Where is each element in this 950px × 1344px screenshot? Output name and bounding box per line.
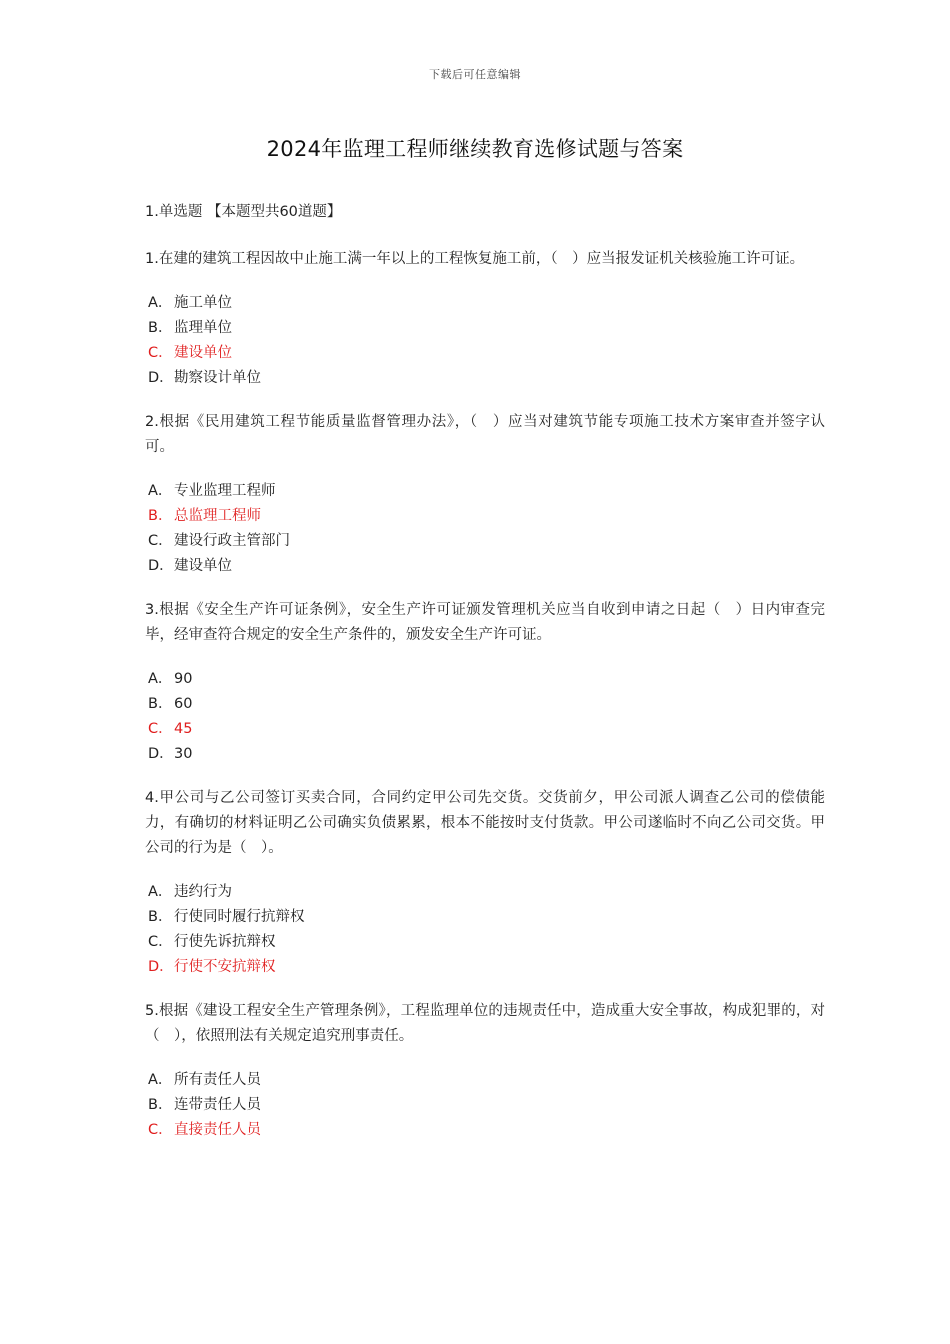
option-c-correct-answer xyxy=(145,341,825,366)
option-text: 勘察设计单位 xyxy=(174,370,261,386)
option-text: 直接责任人员 xyxy=(174,1122,261,1138)
option-a xyxy=(145,479,825,504)
option-letter: B． xyxy=(148,320,173,336)
question-stem: 4.甲公司与乙公司签订买卖合同，合同约定甲公司先交货。交货前夕，甲公司派人调查乙公司的偿债能力，有确切的材料证明乙公司确实负债累累，根本不能按时支付货款。甲公司遂临时不向乙公司交货。甲公司的行为是（ ）。 xyxy=(145,790,825,856)
question-stem: 2.根据《民用建筑工程节能质量监督管理办法》，（ ）应当对建筑节能专项施工技术方案审查并签字认可。 xyxy=(145,414,825,455)
option-b xyxy=(145,692,825,717)
section-heading: 1.单选题 【本题型共60道题】 xyxy=(145,204,342,220)
option-list xyxy=(145,667,825,767)
option-text: 60 xyxy=(174,696,193,712)
option-letter: D． xyxy=(148,959,174,975)
question-stem: 3.根据《安全生产许可证条例》，安全生产许可证颁发管理机关应当自收到申请之日起（ ）日内审查完毕，经审查符合规定的安全生产条件的，颁发安全生产许可证。 xyxy=(145,602,825,643)
option-text: 总监理工程师 xyxy=(174,508,261,524)
question-1 xyxy=(145,247,825,391)
option-b xyxy=(145,905,825,930)
option-letter: C． xyxy=(148,934,173,950)
option-letter: A． xyxy=(148,1072,173,1088)
question-stem: 5.根据《建设工程安全生产管理条例》，工程监理单位的违规责任中，造成重大安全事故，构成犯罪的，对（ ），依照刑法有关规定追究刑事责任。 xyxy=(145,1003,825,1044)
option-letter: C． xyxy=(148,721,173,737)
question-stem: 1.在建的建筑工程因故中止施工满一年以上的工程恢复施工前，（ ）应当报发证机关核验施工许可证。 xyxy=(145,251,805,267)
option-letter: C． xyxy=(148,1122,173,1138)
option-a xyxy=(145,880,825,905)
option-text: 违约行为 xyxy=(174,884,232,900)
option-text: 行使先诉抗辩权 xyxy=(174,934,276,950)
option-letter: A． xyxy=(148,483,173,499)
option-a xyxy=(145,291,825,316)
option-letter: B． xyxy=(148,1097,173,1113)
option-text: 建设单位 xyxy=(174,345,232,361)
option-text: 监理单位 xyxy=(174,320,232,336)
option-text: 行使同时履行抗辩权 xyxy=(174,909,305,925)
option-list xyxy=(145,479,825,579)
option-text: 施工单位 xyxy=(174,295,232,311)
document-title: 2024年监理工程师继续教育选修试题与答案 xyxy=(266,137,684,161)
option-letter: A． xyxy=(148,295,173,311)
question-4 xyxy=(145,786,825,980)
option-text: 行使不安抗辩权 xyxy=(174,959,276,975)
option-list xyxy=(145,880,825,980)
option-c-correct-answer xyxy=(145,1118,825,1143)
option-letter: B． xyxy=(148,909,173,925)
option-letter: B． xyxy=(148,696,173,712)
option-letter: D． xyxy=(148,746,174,762)
option-letter: A． xyxy=(148,671,173,687)
header-note: 下载后可任意编辑 xyxy=(429,68,521,81)
option-b xyxy=(145,316,825,341)
option-list xyxy=(145,291,825,391)
option-a xyxy=(145,667,825,692)
option-letter: C． xyxy=(148,533,173,549)
question-list xyxy=(145,247,825,1162)
option-text: 所有责任人员 xyxy=(174,1072,261,1088)
option-text: 45 xyxy=(174,721,193,737)
option-d xyxy=(145,554,825,579)
question-2 xyxy=(145,410,825,579)
option-text: 连带责任人员 xyxy=(174,1097,261,1113)
option-text: 90 xyxy=(174,671,193,687)
option-c xyxy=(145,930,825,955)
option-b xyxy=(145,1093,825,1118)
option-d xyxy=(145,366,825,391)
option-list xyxy=(145,1068,825,1143)
question-3 xyxy=(145,598,825,767)
option-letter: D． xyxy=(148,558,174,574)
option-text: 建设单位 xyxy=(174,558,232,574)
option-letter: C． xyxy=(148,345,173,361)
option-text: 建设行政主管部门 xyxy=(174,533,290,549)
option-c xyxy=(145,529,825,554)
option-letter: A． xyxy=(148,884,173,900)
option-letter: B． xyxy=(148,508,173,524)
option-d xyxy=(145,742,825,767)
option-text: 30 xyxy=(174,746,193,762)
option-c-correct-answer xyxy=(145,717,825,742)
option-a xyxy=(145,1068,825,1093)
option-d-correct-answer xyxy=(145,955,825,980)
question-5 xyxy=(145,999,825,1143)
option-text: 专业监理工程师 xyxy=(174,483,276,499)
option-letter: D． xyxy=(148,370,174,386)
option-b-correct-answer xyxy=(145,504,825,529)
